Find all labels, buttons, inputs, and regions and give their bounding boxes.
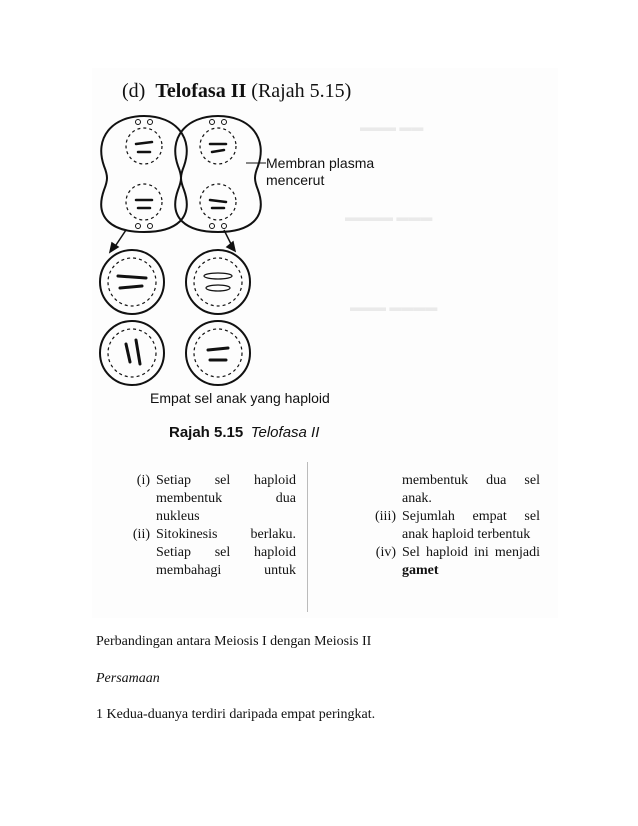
dividing-cell-left	[101, 116, 187, 232]
figure-heading	[122, 80, 351, 103]
figure-caption	[169, 424, 319, 442]
list-line: Setiap sel haploid	[156, 545, 296, 560]
list-marker: (iii)	[375, 509, 396, 524]
similarity-heading: Persamaan	[96, 671, 160, 686]
plasma-membrane-callout: Membran plasma mencerut	[266, 155, 375, 188]
figure-heading-title: Telofasa II	[155, 80, 247, 102]
daughter-cell	[186, 250, 250, 314]
list-text	[402, 544, 540, 580]
daughter-cells-label: Empat sel anak yang haploid	[150, 390, 330, 406]
list-line: Sitokinesis berlaku.	[156, 527, 296, 542]
telophase-ii-diagram	[96, 108, 346, 393]
daughter-cell	[100, 321, 164, 385]
list-line: membentuk dua	[156, 491, 296, 506]
figure-caption-number: Rajah 5.15	[169, 424, 244, 441]
bleed-through-text: ▬▬▬▬ ▬▬▬	[345, 210, 433, 224]
figure-heading-label: (d)	[122, 80, 146, 102]
bleed-through-text: ▬▬▬ ▬▬▬▬	[350, 300, 438, 314]
nucleus-membrane	[126, 184, 162, 220]
figure-heading-ref: (Rajah 5.15)	[251, 80, 352, 102]
list-continuation: membentuk dua sel anak.	[402, 473, 540, 506]
daughter-cell	[100, 250, 164, 314]
similarity-point-1: 1 Kedua-duanya terdiri daripada empat peringkat.	[96, 707, 376, 722]
column-divider	[307, 462, 308, 612]
list-item	[116, 472, 296, 526]
nucleus-membrane	[126, 128, 162, 164]
list-line: nukleus	[156, 509, 200, 524]
list-marker: (iv)	[375, 545, 396, 560]
nucleus-membrane	[200, 128, 236, 164]
bleed-through-text: ▬▬▬ ▬▬	[360, 120, 424, 134]
list-right-column	[362, 472, 540, 580]
list-marker: (ii)	[132, 527, 150, 542]
list-item	[362, 544, 540, 580]
list-text: Sejumlah empat sel anak haploid terbentuk	[402, 509, 540, 542]
daughter-cell	[186, 321, 250, 385]
list-line: membahagi untuk	[156, 563, 296, 578]
list-left-column	[116, 472, 296, 580]
list-item	[362, 508, 540, 544]
list-line: Setiap sel haploid	[156, 473, 296, 488]
comparison-title: Perbandingan antara Meiosis I dengan Meiosis II	[96, 634, 372, 649]
gamete-term: gamet	[402, 563, 439, 578]
list-item	[116, 526, 296, 580]
dividing-cell-right	[175, 116, 261, 232]
list-item	[362, 472, 540, 508]
list-text-part: Sel haploid ini menjadi	[402, 545, 540, 560]
list-marker: (i)	[136, 473, 150, 488]
figure-caption-name: Telofasa II	[250, 424, 320, 441]
